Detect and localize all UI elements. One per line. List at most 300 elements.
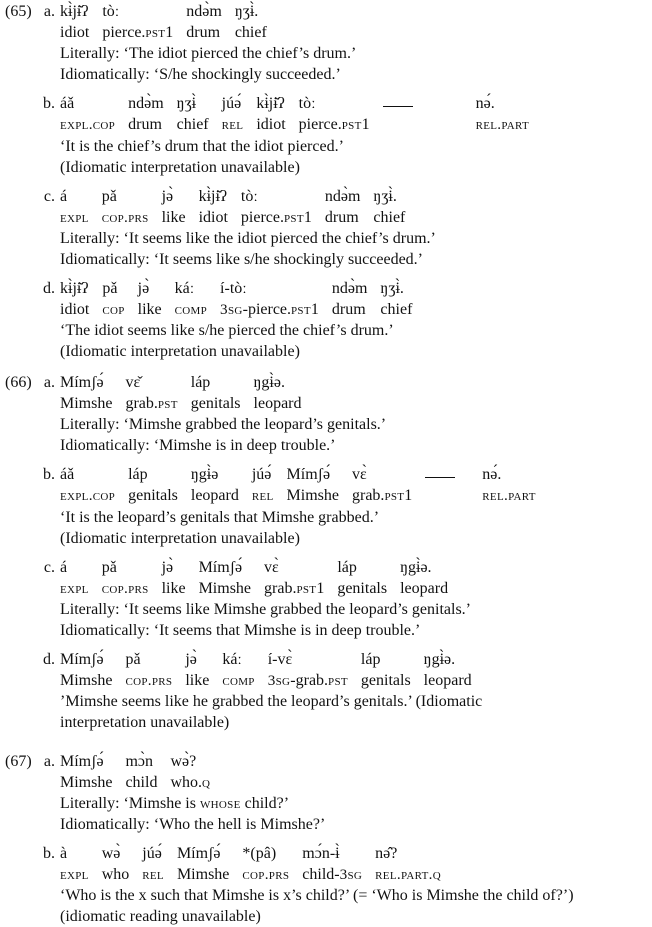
gloss (241, 207, 312, 228)
gloss (162, 207, 186, 228)
gloss (60, 114, 115, 135)
source-word: pǎ (101, 188, 117, 205)
text-segment: Mimshe (286, 487, 339, 504)
word-column (162, 186, 186, 228)
source-word: láp (190, 374, 211, 391)
source-word: jə̀ (137, 280, 150, 297)
source-word: ŋʒɨ̀. (373, 188, 397, 205)
translation-line (60, 620, 652, 641)
example-number: (65) (5, 3, 32, 20)
word-column (60, 557, 89, 599)
text-segment: Mimshe (198, 580, 252, 597)
source-word: áǎ (60, 466, 75, 483)
gloss (186, 22, 222, 43)
example-item (0, 93, 652, 178)
text-segment: -pierce. (242, 301, 292, 318)
example-number: (67) (5, 753, 32, 770)
source-word: à (60, 845, 68, 862)
text-segment: idiot (60, 301, 90, 318)
source-word: Mímʃə́ (60, 651, 104, 668)
text-segment: Literally: ‘It seems like the idiot pierced the chief’s drum.’ (60, 230, 436, 247)
word-column (125, 751, 157, 793)
gloss (332, 299, 368, 320)
source-word: wə̀ (101, 845, 121, 862)
gloss (220, 299, 319, 320)
item-letter: c. (43, 559, 55, 576)
source-word: láp (360, 651, 381, 668)
small-caps-gloss: comp (174, 301, 208, 318)
gloss (380, 299, 412, 320)
text-segment: ‘It is the chief’s drum that the idiot pierced.’ (60, 138, 344, 155)
text-segment: ‘Who is the x such that Mimshe is x’s child?’ (= ‘Who is Mimshe the child of?’) (60, 887, 574, 904)
word-column (252, 464, 274, 507)
item-letter: b. (43, 845, 55, 862)
small-caps-gloss: 3sg (220, 301, 243, 318)
translation-line (60, 691, 652, 712)
source-word: tòː (102, 3, 120, 20)
source-word: Mímʃə́ (176, 845, 221, 862)
small-caps-gloss: rel.part (482, 487, 536, 504)
translation-line (60, 320, 652, 341)
gloss (400, 578, 448, 599)
source-word: káː (222, 651, 242, 668)
gloss (264, 578, 324, 599)
text-segment: Mimshe (60, 672, 113, 689)
word-column (287, 464, 339, 507)
source-word: kɨ̀jɨ̌ʔ (198, 188, 228, 205)
text-segment: (Idiomatic interpretation unavailable) (60, 343, 300, 360)
text-segment: drum (128, 116, 162, 133)
word-column (175, 278, 207, 320)
small-caps-gloss: comp (222, 672, 255, 689)
source-word: káː (174, 280, 195, 297)
word-column (162, 557, 186, 599)
translation-line (60, 341, 652, 362)
word-column (199, 186, 228, 228)
example-item (0, 278, 652, 362)
example-block (0, 372, 652, 733)
text-segment: 1 (303, 209, 312, 226)
source-word: ŋʒɨ̀. (380, 280, 404, 297)
gloss (60, 864, 89, 885)
text-segment: like (161, 209, 186, 226)
source-word: Mímʃə́ (60, 374, 104, 391)
source-word: ndə̀m (128, 95, 164, 112)
source-word: ŋʒɨ̀ (176, 95, 197, 112)
item-letter: a. (43, 753, 55, 770)
gloss (352, 485, 412, 506)
small-caps-gloss: 3sg (339, 866, 363, 883)
gloss (222, 114, 244, 135)
small-caps-gloss: rel (221, 116, 244, 133)
word-column (177, 843, 229, 885)
small-caps-gloss: rel.part (475, 116, 530, 133)
translation-line (60, 228, 652, 249)
text-segment: leopard (253, 395, 302, 412)
source-word: áǎ (60, 95, 75, 112)
gloss (185, 670, 209, 691)
text-segment: leopard (400, 580, 449, 597)
gloss (128, 114, 164, 135)
gloss (375, 864, 441, 885)
gap-blank (383, 93, 413, 136)
text-segment: drum (331, 301, 366, 318)
gloss (60, 207, 89, 228)
translation-line (60, 249, 652, 270)
text-segment: 1 (310, 301, 319, 318)
word-column (60, 649, 112, 691)
word-column (235, 1, 267, 43)
text-segment: like (137, 301, 162, 318)
word-column (222, 649, 254, 691)
example-item (0, 186, 652, 270)
text-segment: Idiomatically: ‘S/he shockingly succeeded.’ (60, 66, 341, 83)
small-caps-gloss: cop.prs (242, 866, 290, 883)
gloss (60, 22, 89, 43)
text-segment: 1 (361, 116, 370, 133)
word-column (191, 464, 239, 507)
text-segment: genitals (128, 487, 178, 504)
gloss (138, 299, 162, 320)
text-segment: genitals (190, 395, 241, 412)
text-segment: (idiomatic reading unavailable) (60, 908, 261, 925)
text-segment: ’Mimshe seems like he grabbed the leopard’s genitals.’ (Idiomatic (60, 693, 483, 710)
text-segment: child- (302, 866, 340, 883)
gloss (177, 114, 209, 135)
item-letter: a. (43, 3, 55, 20)
text-segment: chief (234, 24, 267, 41)
gloss (125, 670, 172, 691)
gloss (125, 393, 177, 414)
source-word: Mímʃə́ (60, 753, 104, 770)
word-column (264, 557, 324, 599)
interlinear-gloss (60, 557, 652, 599)
small-caps-gloss: cop.prs (125, 672, 173, 689)
gloss (102, 578, 149, 599)
text-segment: idiot (198, 209, 228, 226)
gloss (299, 114, 370, 135)
word-column (60, 1, 89, 43)
text-segment: Literally: ‘The idiot pierced the chief’s drum.’ (60, 45, 357, 62)
word-column (60, 186, 89, 228)
small-caps-gloss: cop.prs (101, 209, 149, 226)
small-caps-gloss: expl (60, 209, 89, 226)
word-column (241, 186, 312, 228)
text-segment: ‘It is the leopard’s genitals that Mimshe grabbed.’ (60, 509, 380, 526)
translation-line (60, 599, 652, 620)
source-word: Mímʃə́ (198, 559, 243, 576)
word-column (60, 93, 115, 136)
word-column (254, 372, 302, 414)
source-word: ndə̀m (331, 280, 368, 297)
small-caps-gloss: q (202, 774, 211, 791)
small-caps-gloss: expl (60, 866, 89, 883)
text-segment: drum (186, 24, 221, 41)
small-caps-gloss: 3sg (267, 672, 291, 689)
text-segment: child (125, 774, 158, 791)
item-letter: a. (43, 374, 55, 391)
source-word: á (60, 559, 68, 576)
gloss (125, 772, 157, 793)
gloss (256, 114, 285, 135)
word-column (220, 278, 319, 320)
gloss (254, 393, 302, 414)
text-segment: 1 (316, 580, 325, 597)
text-segment: grab. (125, 395, 158, 412)
small-caps-gloss: expl.cop (60, 116, 116, 133)
gloss (60, 299, 89, 320)
text-segment: idiot (256, 116, 286, 133)
source-word: vɛ̀ (264, 559, 279, 576)
gloss (102, 864, 130, 885)
small-caps-gloss: cop (102, 301, 125, 318)
gloss (337, 578, 387, 599)
example-item (0, 1, 652, 85)
example-item (0, 649, 652, 733)
translation-line (60, 507, 652, 528)
text-segment: like (161, 580, 186, 597)
small-caps-gloss: rel.part.q (375, 866, 441, 883)
item-letter: c. (43, 188, 55, 205)
source-word: í-tòː (220, 280, 247, 297)
item-letter: d. (43, 280, 55, 297)
gloss (60, 578, 89, 599)
source-word: Mímʃə́ (286, 466, 331, 483)
interlinear-gloss (60, 372, 652, 414)
text-segment: Literally: ‘It seems like Mimshe grabbed the leopard’s genitals.’ (60, 601, 471, 618)
gloss (60, 772, 112, 793)
word-column (222, 93, 244, 136)
word-column (60, 464, 115, 507)
source-word: ŋgɨ̀ə (190, 466, 219, 483)
interlinear-gloss (60, 649, 652, 691)
source-word: jə̀ (185, 651, 197, 668)
text-segment: 1 (165, 24, 174, 41)
word-column (102, 278, 124, 320)
text-segment: interpretation unavailable) (60, 714, 230, 731)
word-column (102, 186, 149, 228)
gloss (222, 670, 254, 691)
gloss (287, 485, 339, 506)
gloss (142, 864, 164, 885)
example-item (0, 372, 652, 456)
word-column (361, 649, 411, 691)
small-caps-gloss: pst (296, 580, 317, 597)
text-segment: who (101, 866, 130, 883)
text-segment: (Idiomatic interpretation unavailable) (60, 159, 300, 176)
word-column (332, 278, 368, 320)
text-segment: pierce. (102, 24, 146, 41)
text-segment: ‘The idiot seems like s/he pierced the chief’s drum.’ (60, 322, 394, 339)
text-segment: Mimshe (176, 866, 230, 883)
gloss (170, 772, 210, 793)
item-letter: b. (43, 95, 55, 112)
source-word: *(pâ) (242, 845, 277, 862)
translation-line (60, 414, 652, 435)
gloss (325, 207, 361, 228)
source-word: mɔ́n-ɨ̀ (302, 845, 340, 862)
source-word: júə́ (142, 845, 162, 862)
text-segment: Literally: ‘Mimshe is (60, 795, 200, 812)
gloss (60, 393, 112, 414)
word-column (400, 557, 448, 599)
word-column (60, 372, 112, 414)
text-segment: leopard (190, 487, 239, 504)
small-caps-gloss: pst (284, 209, 304, 226)
source-word: pǎ (102, 280, 118, 297)
source-word: vɛ̀ (352, 466, 367, 483)
interlinear-gloss (60, 751, 652, 793)
gloss (425, 486, 455, 507)
text-segment: -grab. (290, 672, 329, 689)
source-word: ŋʒɨ̀. (234, 3, 259, 20)
gloss (302, 864, 362, 885)
text-segment: (Idiomatic interpretation unavailable) (60, 530, 300, 547)
text-segment: Literally: ‘Mimshe grabbed the leopard’s genitals.’ (60, 416, 387, 433)
translation-line (60, 64, 652, 85)
text-segment: like (185, 672, 210, 689)
item-letter: b. (43, 466, 55, 483)
text-segment: Mimshe (60, 774, 113, 791)
example-number: (66) (5, 374, 32, 391)
interlinear-gloss (60, 1, 652, 43)
translation-line (60, 435, 652, 456)
small-caps-gloss: expl (60, 580, 89, 597)
translation-line (60, 157, 652, 178)
word-column (352, 464, 412, 507)
source-word: wə̀? (170, 753, 197, 770)
text-segment: grab. (352, 487, 385, 504)
small-caps-gloss: expl.cop (60, 487, 116, 504)
gloss (268, 670, 348, 691)
translation-line (60, 793, 652, 814)
word-column (60, 843, 89, 885)
translation-line (60, 814, 652, 835)
text-segment: child?’ (240, 795, 290, 812)
item-letter: d. (43, 651, 55, 668)
word-column (375, 843, 441, 885)
source-word: pǎ (101, 559, 117, 576)
gloss (235, 22, 267, 43)
gloss (383, 115, 413, 136)
word-column (185, 649, 209, 691)
word-column (424, 649, 472, 691)
word-column (380, 278, 412, 320)
gloss (102, 207, 149, 228)
word-column (177, 93, 209, 136)
small-caps-gloss: whose (199, 795, 241, 812)
small-caps-gloss: pst (157, 395, 178, 412)
small-caps-gloss: rel (251, 487, 274, 504)
gloss (102, 22, 173, 43)
source-word: pǎ (125, 651, 141, 668)
word-column (337, 557, 387, 599)
word-column (102, 557, 149, 599)
text-segment: leopard (423, 672, 472, 689)
small-caps-gloss: cop.prs (101, 580, 149, 597)
example-item (0, 464, 652, 549)
gloss (242, 864, 289, 885)
text-segment: genitals (337, 580, 388, 597)
text-segment: 1 (404, 487, 413, 504)
word-column (186, 1, 222, 43)
source-word: ŋgɨ̀ə. (400, 559, 432, 576)
word-column (373, 186, 405, 228)
translation-line (60, 136, 652, 157)
translation-line (60, 43, 652, 64)
gloss (60, 485, 115, 506)
blank-line (425, 464, 455, 478)
source-word: nə̂? (375, 845, 398, 862)
word-column (128, 464, 178, 507)
gap-blank (425, 464, 455, 507)
gloss (175, 299, 207, 320)
gloss (60, 670, 112, 691)
translation-line (60, 906, 652, 927)
gloss (424, 670, 472, 691)
interlinear-gloss (60, 843, 652, 885)
gloss (361, 670, 411, 691)
small-caps-gloss: pst (291, 301, 311, 318)
text-segment: pierce. (240, 209, 284, 226)
example-block (0, 751, 652, 927)
word-column (299, 93, 370, 136)
source-word: ŋgɨ̀ə. (253, 374, 285, 391)
word-column (138, 278, 162, 320)
gloss (177, 864, 229, 885)
interlinear-gloss (60, 278, 652, 320)
word-column (268, 649, 348, 691)
source-word: nə́. (482, 466, 502, 483)
text-segment: Idiomatically: ‘Mimshe is in deep trouble.’ (60, 437, 336, 454)
word-column (102, 1, 173, 43)
gloss (476, 114, 529, 135)
example-item (0, 843, 652, 927)
gloss (191, 485, 239, 506)
gloss (199, 207, 228, 228)
source-word: kɨ̀jɨ̌ʔ (60, 3, 89, 20)
translation-line (60, 528, 652, 549)
text-segment: grab. (264, 580, 297, 597)
word-column (60, 278, 89, 320)
gloss (199, 578, 251, 599)
word-column (302, 843, 362, 885)
source-word: ŋgɨ̀ə. (423, 651, 456, 668)
gloss (482, 485, 535, 506)
source-word: júə́ (221, 95, 242, 112)
word-column (482, 464, 535, 507)
small-caps-gloss: pst (384, 487, 405, 504)
small-caps-gloss: pst (341, 116, 362, 133)
source-word: nə́. (475, 95, 495, 112)
text-segment: who. (170, 774, 203, 791)
source-word: vɛ̌ (125, 374, 141, 391)
small-caps-gloss: rel (142, 866, 164, 883)
example-item (0, 751, 652, 835)
word-column (60, 751, 112, 793)
text-segment: pierce. (298, 116, 342, 133)
source-word: tòː (240, 188, 258, 205)
word-column (125, 649, 172, 691)
text-segment: chief (373, 209, 406, 226)
word-column (102, 843, 130, 885)
source-word: kɨ̀jɨ̌ʔ (256, 95, 285, 112)
word-column (256, 93, 285, 136)
text-segment: chief (176, 116, 209, 133)
source-word: jə̀ (161, 559, 174, 576)
word-column (191, 372, 241, 414)
gloss (373, 207, 405, 228)
